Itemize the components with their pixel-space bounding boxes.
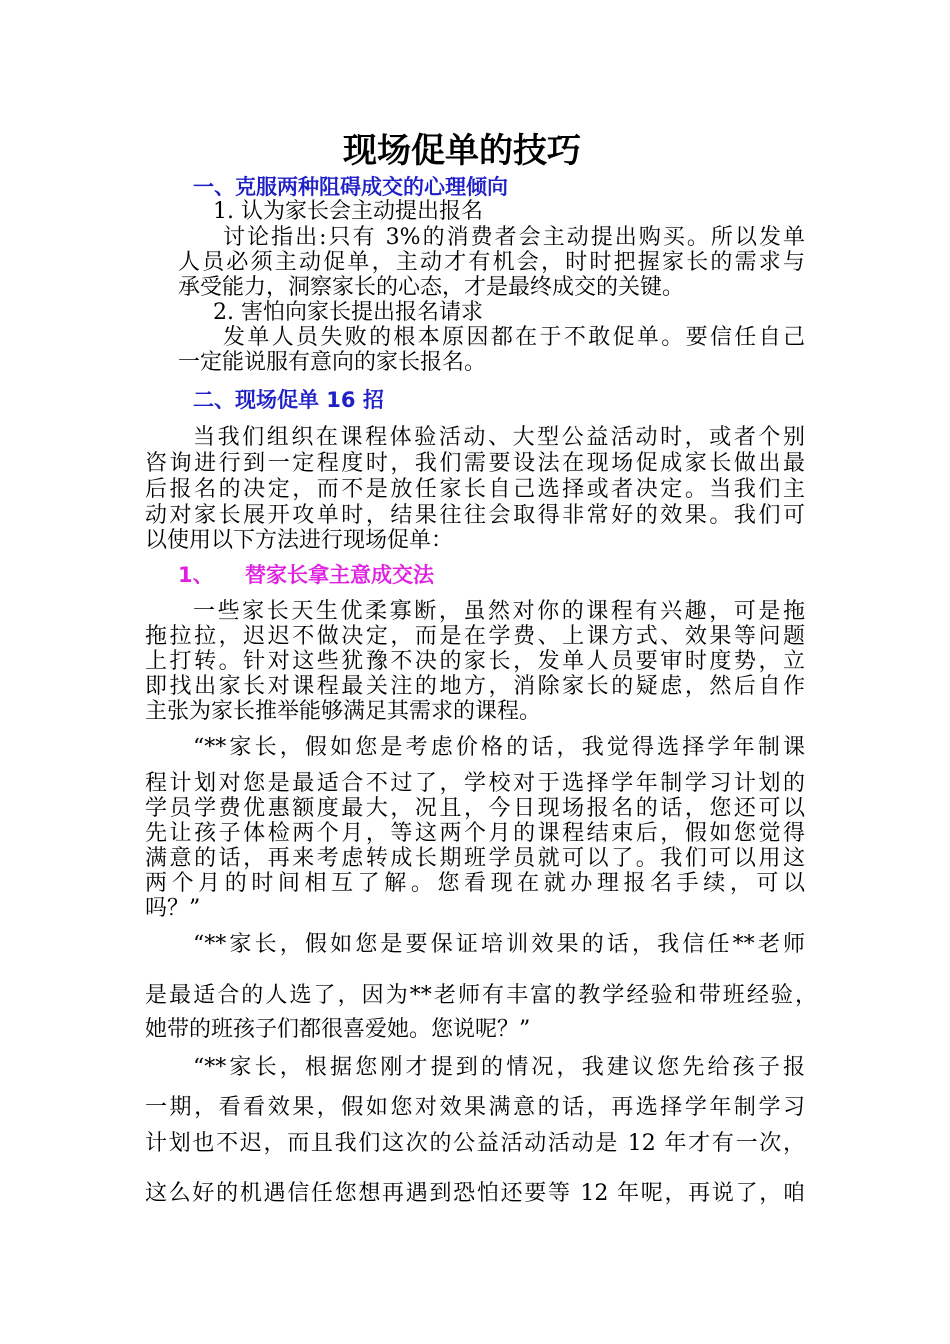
paragraph-line: 动对家长展开攻单时，结果往往会取得非常好的效果。我们可 (145, 503, 805, 528)
method-title: 替家长拿主意成交法 (245, 563, 434, 587)
paragraph-line: 咨询进行到一定程度时，我们需要设法在现场促成家长做出最 (145, 451, 805, 476)
quote-line: “**家长，根据您刚才提到的情况，我建议您先给孩子报 (193, 1055, 805, 1080)
quote-line: 两个月的时间相互了解。您看现在就办理报名手续，可以 (145, 871, 805, 896)
paragraph-line: 以使用以下方法进行现场促单： (145, 528, 454, 553)
quote-line: 吗？” (145, 896, 201, 921)
quote-line: 一期，看看效果，假如您对效果满意的话，再选择学年制学习 (145, 1095, 805, 1120)
item-title-1: 1. 认为家长会主动提出报名 (213, 199, 483, 224)
section-heading-2: 二、现场促单 16 招 (193, 388, 384, 412)
paragraph-line: 当我们组织在课程体验活动、大型公益活动时，或者个别 (193, 425, 805, 450)
paragraph-line: 拖拉拉，迟迟不做决定，而是在学费、上课方式、效果等问题 (145, 624, 805, 649)
paragraph-line: 发单人员失败的根本原因都在于不敢促单。要信任自己 (223, 325, 805, 350)
paragraph-line: 上打转。针对这些犹豫不决的家长，发单人员要审时度势，立 (145, 649, 805, 674)
paragraph-line: 一些家长天生优柔寡断，虽然对你的课程有兴趣，可是拖 (193, 599, 805, 624)
paragraph-line: 主张为家长推举能够满足其需求的课程。 (145, 699, 542, 724)
paragraph-line: 即找出家长对课程最关注的地方，消除家长的疑虑，然后自作 (145, 674, 805, 699)
quote-line: 这么好的机遇信任您想再遇到恐怕还要等 12 年呢，再说了，咱 (145, 1181, 805, 1206)
quote-line: 程计划对您是最适合不过了，学校对于选择学年制学习计划的 (145, 771, 805, 796)
section-heading-1: 一、克服两种阻碍成交的心理倾向 (193, 175, 508, 199)
quote-line: 计划也不迟，而且我们这次的公益活动活动是 12 年才有一次， (145, 1131, 805, 1156)
quote-line: 学员学费优惠额度最大，况且，今日现场报名的话，您还可以 (145, 796, 805, 821)
method-number: 1、 (178, 563, 214, 587)
page-title: 现场促单的技巧 (343, 131, 581, 171)
paragraph-line: 讨论指出:只有 3%的消费者会主动提出购买。所以发单 (223, 225, 805, 250)
paragraph-line: 承受能力，洞察家长的心态，才是最终成交的关键。 (178, 275, 685, 300)
paragraph-line: 后报名的决定，而不是放任家长自己选择或者决定。当我们主 (145, 477, 805, 502)
quote-line: 是最适合的人选了，因为**老师有丰富的教学经验和带班经验， (145, 983, 817, 1008)
paragraph-line: 一定能说服有意向的家长报名。 (178, 350, 487, 375)
quote-line: “**家长，假如您是考虑价格的话，我觉得选择学年制课 (193, 735, 805, 760)
quote-line: 她带的班孩子们都很喜爱她。您说呢？” (145, 1017, 531, 1042)
quote-line: 先让孩子体检两个月，等这两个月的课程结束后，假如您觉得 (145, 821, 805, 846)
item-title-2: 2. 害怕向家长提出报名请求 (213, 300, 483, 325)
quote-line: “**家长，假如您是要保证培训效果的话，我信任**老师 (193, 932, 805, 957)
paragraph-line: 人员必须主动促单，主动才有机会，时时把握家长的需求与 (178, 250, 805, 275)
quote-line: 满意的话，再来考虑转成长期班学员就可以了。我们可以用这 (145, 846, 805, 871)
